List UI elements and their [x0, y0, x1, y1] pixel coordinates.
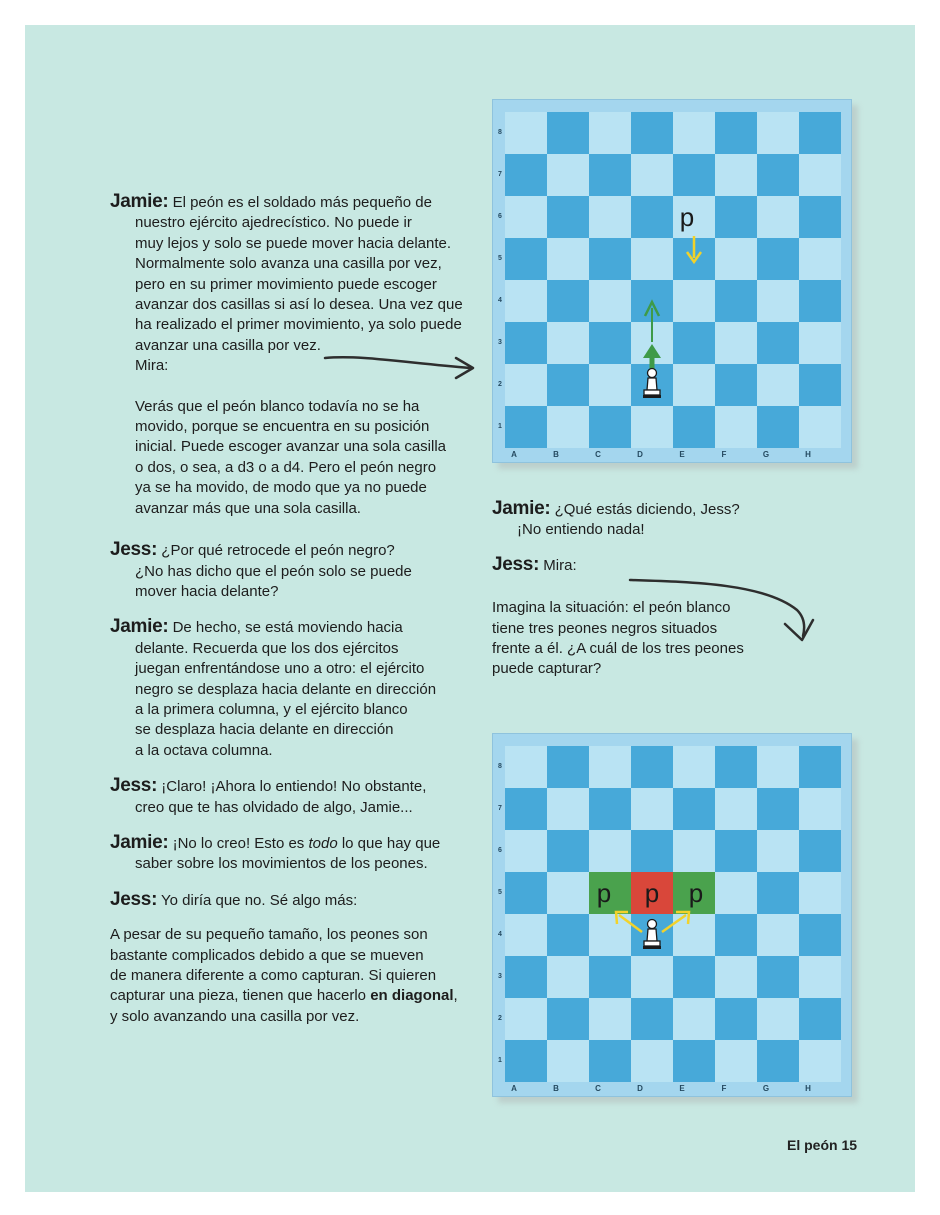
- dialogue-line: avanzar dos casillas si así lo desea. Una vez que: [135, 296, 463, 314]
- dialogue-text: Mira:: [543, 556, 577, 574]
- yellow-capture-arrow-right: [662, 912, 689, 932]
- dialogue-text: De hecho, se está moviendo hacia: [172, 619, 403, 637]
- file-label: H: [805, 1084, 811, 1093]
- dialogue-line: se desplaza hacia delante en dirección: [135, 721, 394, 739]
- file-label: B: [553, 450, 559, 459]
- dialogue-text: ¿Por qué retrocede el peón negro?: [161, 542, 395, 560]
- dialogue-line: juegan enfrentándose uno a otro: el ejército: [135, 660, 425, 678]
- page-number: El peón 15: [787, 1137, 858, 1153]
- dialogue-line: avanzar más que una sola casilla.: [135, 499, 361, 517]
- dialogue-jamie-2: [110, 617, 470, 761]
- speaker-name: Jess:: [110, 888, 158, 910]
- emphasis-text: todo: [308, 834, 338, 852]
- file-label: G: [762, 450, 770, 459]
- speaker-name: Jess:: [110, 539, 158, 561]
- rank-label: 5: [498, 889, 502, 896]
- rank-label: 6: [498, 213, 502, 220]
- dialogue-jess-3: [110, 890, 470, 911]
- file-label: A: [511, 1084, 517, 1093]
- dialogue-jamie-3: [110, 833, 470, 875]
- line-text: capturar una pieza, tienen que hacerlo: [110, 987, 371, 1005]
- dialogue-text: lo que hay que: [337, 834, 441, 852]
- pointer-arrow-1: [320, 350, 485, 390]
- white-pawn-icon: [643, 369, 661, 399]
- dialogue-line: muy lejos y solo se puede mover hacia delante.: [135, 234, 452, 252]
- chessboard-2: [492, 733, 852, 1097]
- dialogue-text: Yo diría que no. Sé algo más:: [161, 891, 358, 909]
- rank-label: 7: [498, 171, 502, 178]
- dialogue-line: ya se ha movido, de modo que ya no puede: [135, 479, 427, 497]
- speaker-name: Jamie:: [492, 498, 551, 519]
- rank-label: 8: [498, 763, 502, 770]
- rank-label: 3: [498, 339, 502, 346]
- dialogue-line: delante. Recuerda que los dos ejércitos: [135, 639, 399, 657]
- file-label: E: [679, 450, 685, 459]
- file-label: C: [595, 1084, 601, 1093]
- rank-label: 5: [498, 255, 502, 262]
- file-label: G: [762, 1084, 770, 1093]
- rank-label: 6: [498, 847, 502, 854]
- dialogue-jamie-4: [492, 499, 822, 541]
- file-label: F: [721, 450, 727, 459]
- dialogue-text: El peón es el soldado más pequeño de: [172, 194, 432, 211]
- black-pawn-letter: p: [644, 878, 660, 908]
- white-pawn-icon: [643, 920, 661, 950]
- dialogue-line: a la primera columna, y el ejército blanco: [135, 700, 408, 718]
- dialogue-line: Mira:: [135, 357, 169, 375]
- rank-label: 4: [498, 297, 502, 304]
- dialogue-line: inicial. Puede escoger avanzar una sola casilla: [135, 438, 447, 456]
- dialogue-line: negro se desplaza hacia delante en dirección: [135, 680, 437, 698]
- green-move-arrow-long: [645, 302, 659, 342]
- dialogue-line: de manera diferente a como capturan. Si quieren: [110, 967, 437, 984]
- rank-label: 3: [498, 973, 502, 980]
- dialogue-line: [110, 986, 470, 1006]
- dialogue-line: movido, porque se encuentra en su posición: [135, 418, 430, 436]
- dialogue-text: ¡Claro! ¡Ahora lo entiendo! No obstante,: [161, 778, 427, 796]
- dialogue-text: ¿Qué estás diciendo, Jess?: [554, 501, 740, 518]
- dialogue-jess-1: [110, 540, 470, 602]
- black-pawn-letter: p: [679, 202, 695, 232]
- dialogue-line: Imagina la situación: el peón blanco: [492, 599, 731, 617]
- file-label: C: [595, 450, 601, 459]
- pointer-arrow-2: [625, 570, 825, 650]
- dialogue-line: bastante complicados debido a que se mueven: [110, 946, 424, 964]
- file-label: H: [805, 450, 811, 459]
- dialogue-line: y solo avanzando una casilla por vez.: [110, 1007, 360, 1025]
- capture-paragraph: [110, 925, 470, 1027]
- dialogue-line: creo que te has olvidado de algo, Jamie...: [135, 798, 413, 816]
- black-pawn-letter: p: [596, 878, 612, 908]
- explanation-paragraph: [110, 397, 470, 519]
- board-frame: [492, 733, 852, 1097]
- file-label: E: [679, 1084, 685, 1093]
- dialogue-line: ¿No has dicho que el peón solo se puede: [135, 562, 412, 580]
- dialogue-line: saber sobre los movimientos de los peones.: [135, 855, 428, 873]
- dialogue-text: ¡No lo creo! Esto es: [172, 834, 309, 852]
- board-2-overlay: [505, 746, 841, 1082]
- rank-label: 7: [498, 805, 502, 812]
- dialogue-line: a la octava columna.: [135, 741, 273, 759]
- dialogue-jamie-1: [110, 192, 470, 377]
- dialogue-line: tiene tres peones negros situados: [492, 619, 718, 637]
- dialogue-line: ¡No entiendo nada!: [517, 521, 645, 539]
- dialogue-line: Verás que el peón blanco todavía no se ha: [135, 397, 420, 415]
- bold-text: en diagonal: [370, 987, 454, 1005]
- dialogue-line: avanzar una casilla por vez.: [135, 336, 321, 354]
- dialogue-line: Normalmente solo avanza una casilla por vez,: [135, 255, 442, 273]
- speaker-name: Jamie:: [110, 616, 169, 638]
- dialogue-line: o dos, o sea, a d3 o a d4. Pero el peón negro: [135, 458, 437, 476]
- board-1-overlay: [505, 112, 841, 448]
- rank-label: 4: [498, 931, 502, 938]
- file-label: F: [721, 1084, 727, 1093]
- dialogue-line: puede capturar?: [492, 660, 602, 678]
- dialogue-line: frente a él. ¿A cuál de los tres peones: [492, 640, 744, 658]
- rank-label: 1: [498, 423, 502, 430]
- rank-label: 2: [498, 1015, 502, 1022]
- rank-label: 8: [498, 129, 502, 136]
- yellow-move-arrow: [687, 236, 701, 262]
- line-text: ,: [453, 987, 458, 1005]
- dialogue-line: A pesar de su pequeño tamaño, los peones son: [110, 926, 428, 944]
- black-pawn-letter: p: [688, 878, 704, 908]
- speaker-name: Jamie:: [110, 191, 169, 212]
- dialogue-jess-2: [110, 776, 470, 818]
- yellow-capture-arrow-left: [616, 912, 642, 932]
- rank-label: 1: [498, 1057, 502, 1064]
- dialogue-line: ha realizado el primer movimiento, ya solo puede: [135, 316, 462, 334]
- chessboard-1: [492, 99, 852, 463]
- file-label: D: [637, 1084, 643, 1093]
- left-text-column: [110, 192, 470, 1027]
- speaker-name: Jamie:: [110, 831, 169, 853]
- file-label: A: [511, 450, 517, 459]
- dialogue-line: pero en su primer movimiento puede escoger: [135, 275, 437, 293]
- dialogue-line: mover hacia delante?: [135, 582, 279, 600]
- dialogue-line: nuestro ejército ajedrecístico. No puede ir: [135, 214, 412, 232]
- board-frame: [492, 99, 852, 463]
- rank-label: 2: [498, 381, 502, 388]
- speaker-name: Jess:: [492, 553, 540, 575]
- speaker-name: Jess:: [110, 775, 158, 797]
- file-label: D: [637, 450, 643, 459]
- file-label: B: [553, 1084, 559, 1093]
